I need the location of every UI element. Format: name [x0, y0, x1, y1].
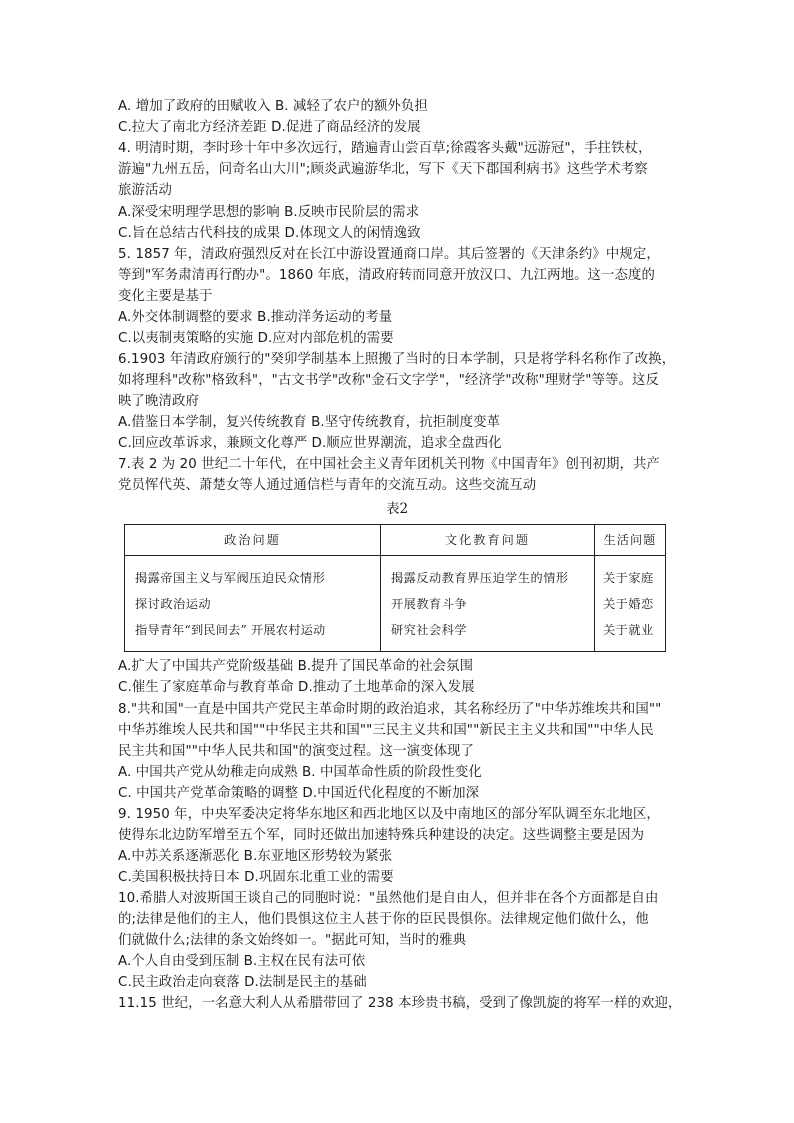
- header-life: 生活问题: [603, 533, 657, 547]
- q4-stem-line2: 游遍"九州五岳，问奇名山大川";顾炎武遍游华北，写下《天下郡国利病书》这些学术考察: [118, 162, 648, 177]
- q8-options-ab: A. 中国共产党从幼稚走向成熟 B. 中国革命性质的阶段性变化: [118, 765, 482, 780]
- q5-options-ab: A.外交体制调整的要求 B.推动洋务运动的考量: [118, 310, 393, 325]
- table-cell: 研究社会科学: [391, 623, 468, 637]
- data-table: [124, 524, 666, 652]
- q10-stem-line3: 们就做什么;法律的条文始终如一。"据此可知，当时的雅典: [118, 933, 467, 948]
- q9-stem-line1: 9. 1950 年，中央军委决定将华东地区和西北地区以及中南地区的部分军队调至东北地区，: [118, 807, 660, 822]
- q10-options-cd: C.民主政治走向衰落 D.法制是民主的基础: [118, 975, 367, 990]
- q9-options-ab: A.中苏关系逐渐恶化 B.东亚地区形势较为紧张: [118, 849, 393, 864]
- q6-stem-line2: 如将理科"改称"格致科"，"古文书学"改称"金石文字学"，"经济学"改称"理财学"等等。这反: [118, 373, 660, 388]
- table-cell: 揭露反动教育界压迫学生的情形: [391, 571, 569, 585]
- q4-options-ab: A.深受宋明理学思想的影响 B.反映市民阶层的需求: [118, 205, 420, 220]
- q9-stem-line2: 使得东北边防军增至五个军，同时还做出加速特殊兵种建设的决定。这些调整主要是因为: [118, 828, 645, 843]
- q6-stem-line1: 6.1903 年清政府颁行的"癸卯学制基本上照搬了当时的日本学制，只是将学科名称作了改换，: [118, 352, 676, 367]
- q10-options-ab: A.个人自由受到压制 B.主权在民有法可依: [118, 954, 366, 969]
- q8-stem-line3: 民主共和国""中华人民共和国"的演变过程。这一演变体现了: [118, 744, 475, 759]
- table-cell: 探讨政治运动: [135, 597, 212, 611]
- table-cell: 关于婚恋: [603, 597, 654, 611]
- q6-stem-line3: 映了晚清政府: [118, 394, 199, 409]
- q9-options-cd: C.美国积极扶持日本 D.巩固东北重工业的需要: [118, 870, 394, 885]
- q5-stem-line2: 等到"军务肃清再行酌办"。1860 年底，清政府转而同意开放汉口、九江两地。这一态度的: [118, 268, 656, 283]
- q8-options-cd: C. 中国共产党革命策略的调整 D.中国近代化程度的不断加深: [118, 786, 480, 801]
- q4-stem-line3: 旅游活动: [118, 183, 172, 198]
- q6-options-cd: C.回应改革诉求，兼顾文化尊严 D.顺应世界潮流，追求全盘西化: [118, 436, 502, 451]
- table-cell: 开展教育斗争: [391, 597, 468, 611]
- q3-options-ab: A. 增加了政府的田赋收入 B. 减轻了农户的额外负担: [118, 99, 428, 114]
- table-cell: 揭露帝国主义与军阀压迫民众情形: [135, 571, 326, 585]
- q5-options-cd: C.以夷制夷策略的实施 D.应对内部危机的需要: [118, 331, 394, 346]
- table-cell: 关于家庭: [603, 571, 654, 585]
- table-header-divider: [125, 555, 665, 556]
- q7-options-ab: A.扩大了中国共产党阶级基础 B.提升了国民革命的社会氛围: [118, 659, 474, 674]
- q5-stem-line1: 5. 1857 年，清政府强烈反对在长江中游设置通商口岸。其后签署的《天津条约》中规定，: [118, 247, 660, 262]
- q8-stem-line2: 中华苏维埃人民共和国""中华民主共和国""三民主义共和国""新民主主义共和国""中华人民: [118, 723, 654, 738]
- q10-stem-line1: 10.希腊人对波斯国王谈自己的同胞时说："虽然他们是自由人，但并非在各个方面都是自由: [118, 891, 659, 906]
- q4-stem-line1: 4. 明清时期，李时珍十年中多次远行，踏遍青山尝百草;徐霞客头戴"远游冠"，手拄铁杖，: [118, 141, 652, 156]
- q10-stem-line2: 的;法律是他们的主人，他们畏惧这位主人甚于你的臣民畏惧你。法律规定他们做什么，他: [118, 912, 649, 927]
- q7-options-cd: C.催生了家庭革命与教育革命 D.推动了土地革命的深入发展: [118, 680, 475, 695]
- table-cell: 指导青年“到民间去” 开展农村运动: [135, 623, 326, 637]
- q11-stem-line1: 11.15 世纪，一名意大利人从希腊带回了 238 本珍贵书稿，受到了像凯旋的将军一样的欢迎，: [118, 996, 682, 1011]
- header-politics: 政治问题: [224, 533, 281, 547]
- q6-options-ab: A.借鉴日本学制，复兴传统教育 B.坚守传统教育，抗拒制度变革: [118, 415, 501, 430]
- q8-stem-line1: 8."共和国"一直是中国共产党民主革命时期的政治追求，其名称经历了"中华苏维埃共和国"": [118, 702, 662, 717]
- table-caption: 表2: [385, 501, 409, 517]
- table-cell: 关于就业: [603, 623, 654, 637]
- q7-stem-line2: 党员恽代英、萧楚女等人通过通信栏与青年的交流互动。这些交流互动: [118, 478, 537, 493]
- q3-options-cd: C.拉大了南北方经济差距 D.促进了商品经济的发展: [118, 120, 421, 135]
- q5-stem-line3: 变化主要是基于: [118, 289, 213, 304]
- q4-options-cd: C.旨在总结古代科技的成果 D.体现文人的闲情逸致: [118, 226, 421, 241]
- header-education: 文化教育问题: [444, 533, 531, 547]
- q7-stem-line1: 7.表 2 为 20 世纪二十年代，在中国社会主义青年团机关刊物《中国青年》创刊初期，共产: [118, 457, 660, 472]
